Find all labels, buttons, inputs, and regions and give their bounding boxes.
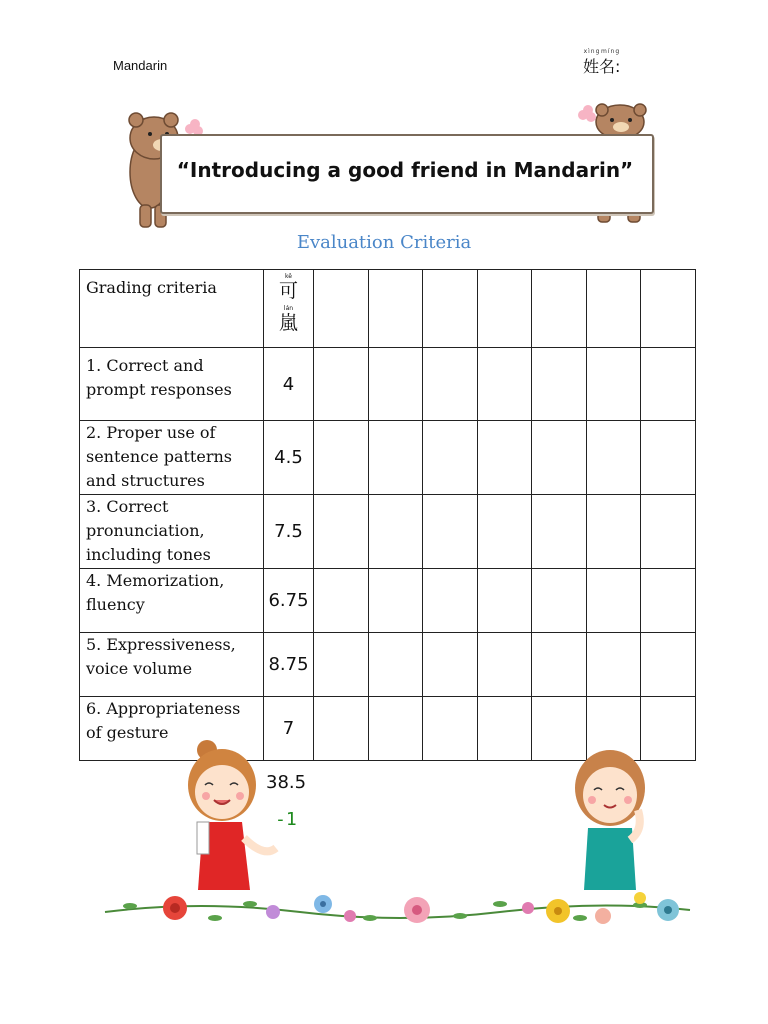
score-cell: 4.5 bbox=[264, 421, 314, 495]
right-girl-icon bbox=[575, 750, 645, 890]
girls-illustration bbox=[0, 735, 768, 895]
score-cell: 7.5 bbox=[264, 495, 314, 569]
deduction-score: -1 bbox=[275, 809, 297, 830]
empty-cell bbox=[641, 270, 696, 348]
subject-label: Mandarin bbox=[113, 58, 168, 73]
evaluation-criteria-heading: Evaluation Criteria bbox=[296, 232, 472, 253]
criterion-cell: 4. Memorization, fluency bbox=[80, 569, 264, 633]
total-score: 38.5 bbox=[266, 772, 307, 793]
name-label: 姓名: bbox=[583, 57, 621, 76]
table-header-row bbox=[80, 270, 696, 348]
score-cell: 8.75 bbox=[264, 633, 314, 697]
score-cell: 4 bbox=[264, 348, 314, 421]
criterion-cell: 3. Correct pronunciation, including tones bbox=[80, 495, 264, 569]
empty-cell bbox=[478, 270, 532, 348]
grading-criteria-header: Grading criteria bbox=[80, 270, 264, 348]
criterion-cell: 2. Proper use of sentence patterns and structures bbox=[80, 421, 264, 495]
score-cell: 6.75 bbox=[264, 569, 314, 633]
grading-table bbox=[79, 269, 696, 761]
student-name-cell: kě 可 lán 嵐 bbox=[264, 270, 314, 348]
criterion-cell: 5. Expressiveness, voice volume bbox=[80, 633, 264, 697]
empty-cell bbox=[314, 270, 369, 348]
table-row bbox=[80, 421, 696, 495]
empty-cell bbox=[532, 270, 587, 348]
empty-cell bbox=[423, 270, 478, 348]
table-row bbox=[80, 348, 696, 421]
table-row bbox=[80, 495, 696, 569]
score-cell: 7 bbox=[264, 697, 314, 761]
floral-border-illustration bbox=[0, 885, 768, 945]
name-pinyin: xìngmíng bbox=[583, 48, 621, 55]
criterion-cell: 1. Correct and prompt responses bbox=[80, 348, 264, 421]
empty-cell bbox=[587, 270, 641, 348]
empty-cell bbox=[369, 270, 423, 348]
table-row bbox=[80, 633, 696, 697]
banner-title: “Introducing a good friend in Mandarin” bbox=[176, 158, 634, 182]
criterion-cell: 6. Appropriateness of gesture bbox=[80, 697, 264, 761]
table-row bbox=[80, 569, 696, 633]
left-girl-icon bbox=[188, 740, 276, 890]
